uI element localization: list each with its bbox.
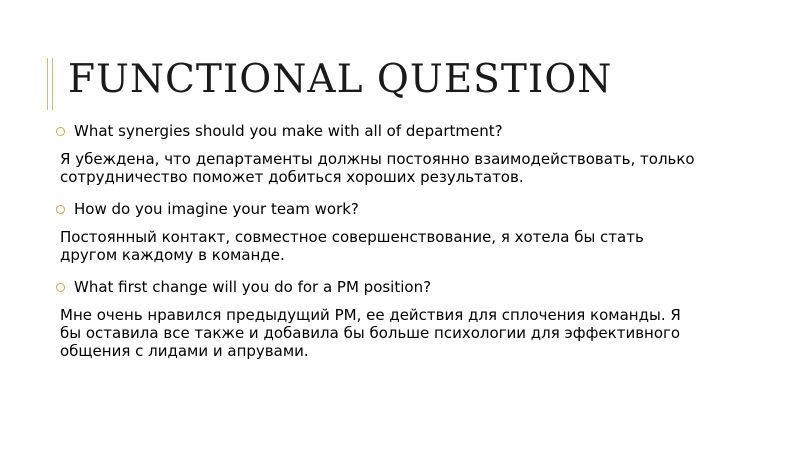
question-2 <box>56 199 756 219</box>
answer-1 <box>56 150 756 186</box>
question-1 <box>56 121 756 141</box>
answer-2 <box>56 228 756 264</box>
answer-3 <box>56 306 756 360</box>
answer-line: другом каждому в команде. <box>60 246 285 264</box>
qa-list <box>56 121 756 373</box>
title-accent-bar <box>47 58 53 110</box>
bullet-circle-icon <box>56 205 65 214</box>
answer-line: сотрудничество поможет добиться хороших результатов. <box>60 168 524 186</box>
answer-line: общения с лидами и апрувами. <box>60 342 309 360</box>
question-text: What synergies should you make with all of department? <box>74 122 503 140</box>
slide-title: FUNCTIONAL QUESTION <box>68 57 613 102</box>
answer-line: бы оставила все также и добавила бы больше психологии для эффективного <box>60 324 681 342</box>
question-text: How do you imagine your team work? <box>74 200 359 218</box>
answer-line: Я убеждена, что департаменты должны постоянно взаимодействовать, только <box>60 150 695 168</box>
question-text: What first change will you do for a PM position? <box>74 278 432 296</box>
answer-line: Мне очень нравился предыдущий PM, ее действия для сплочения команды. Я <box>60 306 681 324</box>
bullet-circle-icon <box>56 283 65 292</box>
bullet-circle-icon <box>56 127 65 136</box>
answer-line: Постоянный контакт, совместное совершенствование, я хотела бы стать <box>60 228 644 246</box>
question-3 <box>56 277 756 297</box>
